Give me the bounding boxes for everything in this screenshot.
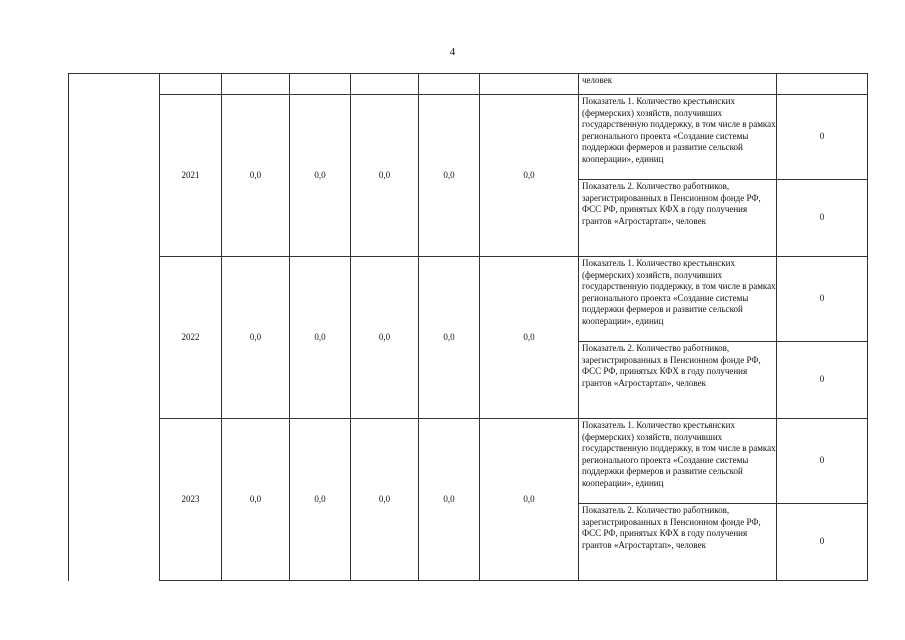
indicator-text: Показатель 1. Количество крестьянских (фермерских) хозяйств, получивших государственную поддержку, в том числе в рамках регионального проекта «Создание системы поддержки фермеров и развитие сельской кооперации», единиц (579, 95, 777, 180)
value-cell (290, 74, 351, 95)
value-cell: 0,0 (290, 257, 351, 419)
table-row (69, 95, 868, 180)
value-cell: 0,0 (222, 419, 290, 581)
indicator-value: 0 (777, 419, 868, 504)
table-row (69, 257, 868, 342)
value-cell: 0,0 (222, 257, 290, 419)
value-cell: 0,0 (480, 95, 579, 257)
value-cell: 0,0 (419, 419, 480, 581)
indicator-value: 0 (777, 257, 868, 342)
indicator-value (777, 74, 868, 95)
page-number: 4 (449, 46, 456, 58)
indicator-value: 0 (777, 180, 868, 257)
year-cell (160, 74, 222, 95)
value-cell (351, 74, 419, 95)
indicator-text: Показатель 2. Количество работников, зарегистрированных в Пенсионном фонде РФ, ФСС РФ, принятых КФХ в году получения грантов «Агростартап», человек (579, 342, 777, 419)
program-name-cell (69, 74, 160, 581)
program-indicators-table (68, 73, 868, 581)
value-cell: 0,0 (419, 257, 480, 419)
indicator-value: 0 (777, 342, 868, 419)
value-cell: 0,0 (290, 95, 351, 257)
value-cell: 0,0 (290, 419, 351, 581)
value-cell (419, 74, 480, 95)
year-cell: 2022 (160, 257, 222, 419)
value-cell (222, 74, 290, 95)
value-cell: 0,0 (480, 257, 579, 419)
value-cell: 0,0 (351, 419, 419, 581)
year-cell: 2023 (160, 419, 222, 581)
table-row (69, 419, 868, 504)
value-cell: 0,0 (419, 95, 480, 257)
indicator-text: Показатель 2. Количество работников, зарегистрированных в Пенсионном фонде РФ, ФСС РФ, принятых КФХ в году получения грантов «Агростартап», человек (579, 504, 777, 581)
indicator-value: 0 (777, 504, 868, 581)
value-cell: 0,0 (480, 419, 579, 581)
value-cell (480, 74, 579, 95)
value-cell: 0,0 (351, 95, 419, 257)
table-row-continuation (69, 74, 868, 95)
indicator-text: Показатель 1. Количество крестьянских (фермерских) хозяйств, получивших государственную поддержку, в том числе в рамках регионального проекта «Создание системы поддержки фермеров и развитие сельской кооперации», единиц (579, 419, 777, 504)
value-cell: 0,0 (351, 257, 419, 419)
indicator-text: Показатель 2. Количество работников, зарегистрированных в Пенсионном фонде РФ, ФСС РФ, принятых КФХ в году получения грантов «Агростартап», человек (579, 180, 777, 257)
indicator-text: Показатель 1. Количество крестьянских (фермерских) хозяйств, получивших государственную поддержку, в том числе в рамках регионального проекта «Создание системы поддержки фермеров и развитие сельской кооперации», единиц (579, 257, 777, 342)
year-cell: 2021 (160, 95, 222, 257)
value-cell: 0,0 (222, 95, 290, 257)
indicator-text: человек (579, 74, 777, 95)
indicator-value: 0 (777, 95, 868, 180)
